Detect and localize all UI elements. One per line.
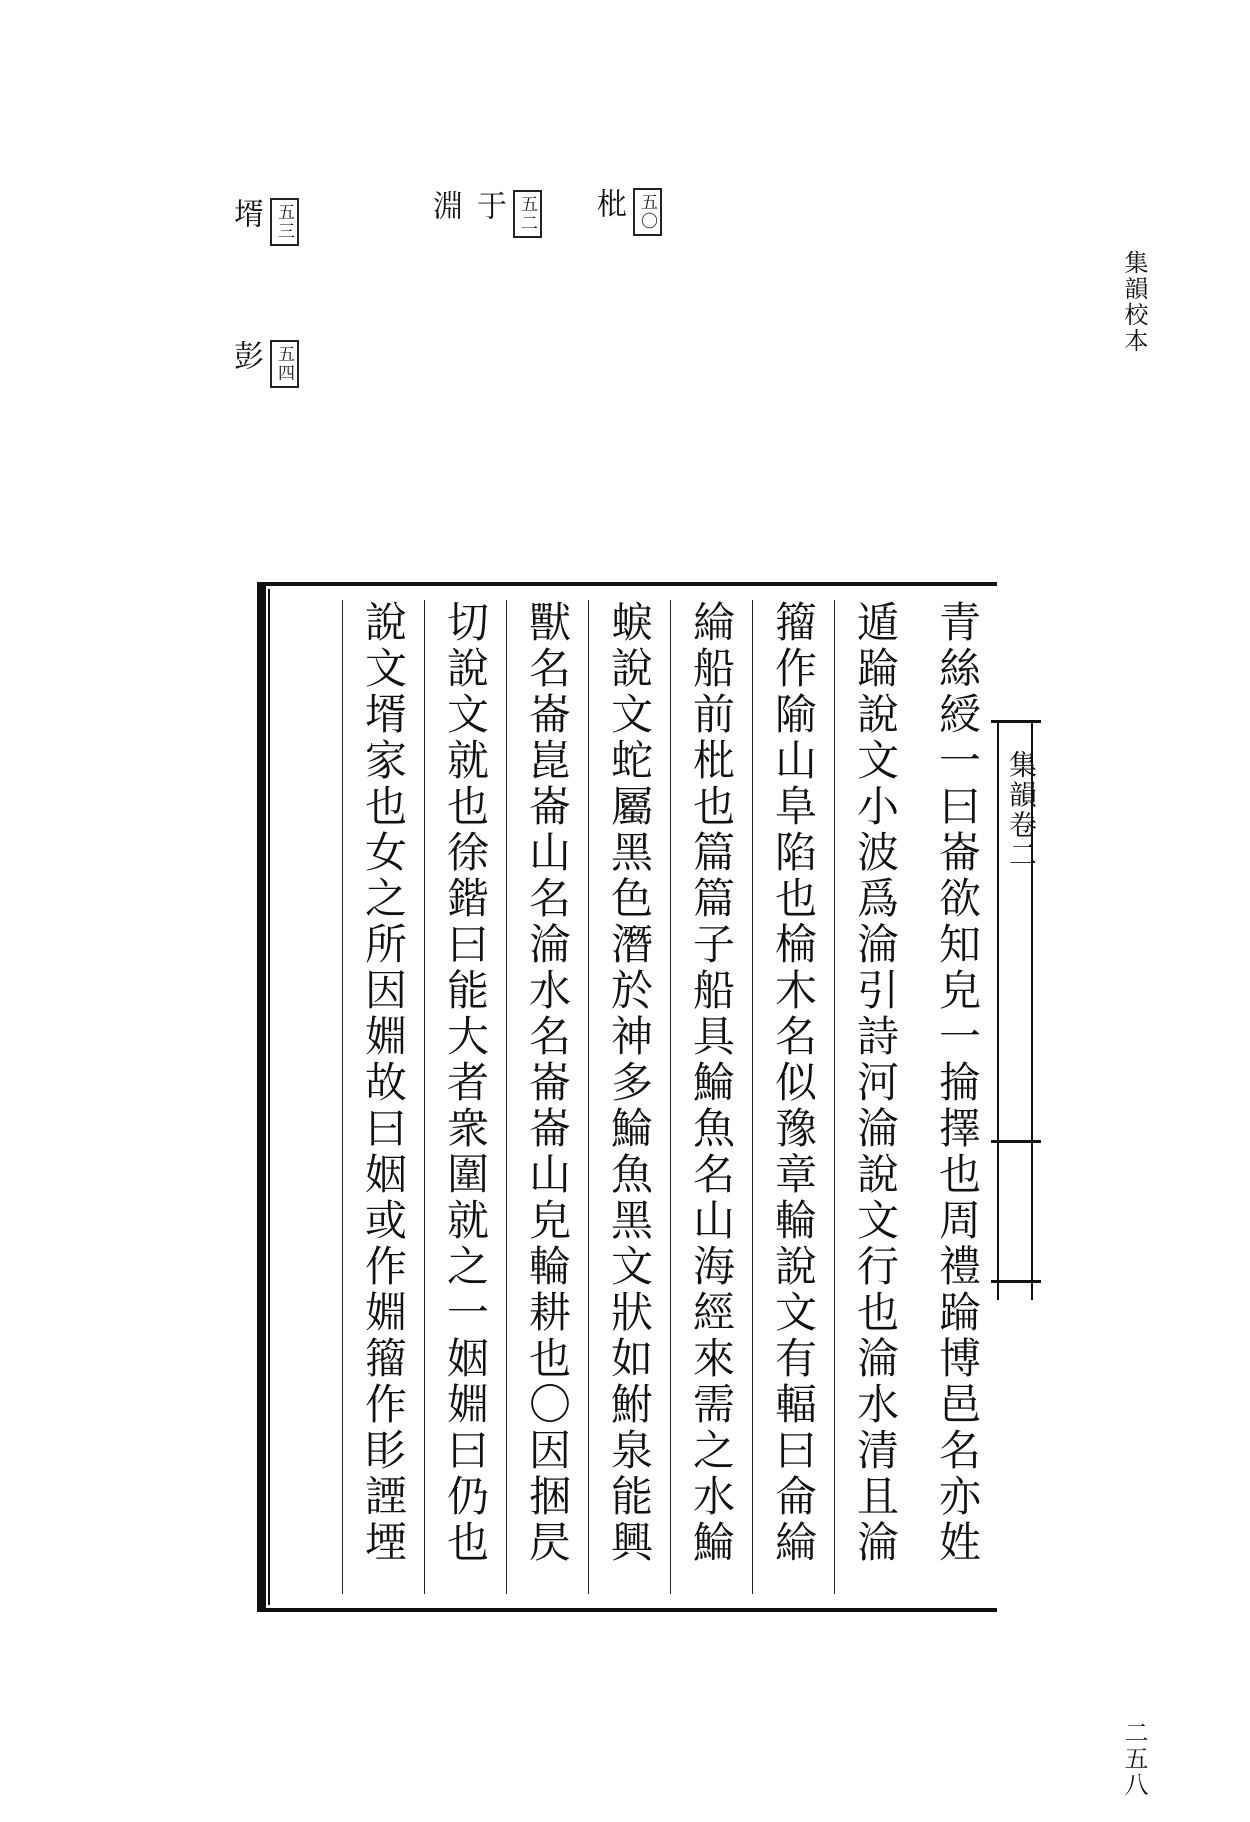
- note-char: 于: [471, 190, 506, 220]
- fold-mark: [991, 1280, 1041, 1283]
- text-column: 綸船前枇也篇篇子船具鯩魚名山海經來需之水鯩: [670, 600, 752, 1594]
- note-number: 五二: [513, 190, 542, 238]
- note-char: 壻: [228, 198, 263, 228]
- text-column: 蜧說文蛇屬黑色潛於神多鯩魚黑文狀如鮒泉能興: [588, 600, 670, 1594]
- collation-note: [586, 188, 665, 246]
- page-number: 二五八: [1120, 1720, 1148, 1798]
- text-column: 籀作隃山阜陷也棆木名似豫章輪說文有輻曰侖綸: [752, 600, 834, 1594]
- text-column: 說文壻家也女之所因婣故曰姻或作婣籀作䀐諲堙: [342, 600, 424, 1594]
- note-char: 淵: [427, 190, 462, 220]
- text-column: 青絲綬一曰崙欲知皃一掄擇也周禮踚博邑名亦姓: [933, 600, 982, 1566]
- fold-mark: [991, 1140, 1041, 1143]
- center-strip-title: 集韻卷二: [1005, 750, 1038, 870]
- text-column: 切說文就也徐鍇曰能大者衆圍就之一姻婣曰仍也: [424, 600, 506, 1594]
- note-number: 五〇: [633, 188, 662, 236]
- note-char: 枇: [591, 188, 626, 218]
- text-column: 獸名崙崑崙山名淪水名崙崙山皃輪耕也〇因捆昃: [506, 600, 588, 1594]
- note-number: 五四: [270, 340, 299, 388]
- printed-text-block: [257, 582, 997, 1612]
- collation-note: [223, 198, 302, 256]
- collation-note: [223, 340, 302, 398]
- center-fold-strip: [997, 720, 1038, 1300]
- fold-mark: [991, 720, 1041, 723]
- text-column: 遁踚說文小波爲淪引詩河淪說文行也淪水清且淪: [834, 600, 916, 1594]
- collation-note: [422, 190, 545, 248]
- note-number: 五三: [270, 198, 299, 246]
- note-char: 彭: [228, 340, 263, 370]
- running-head: 集韻校本: [1120, 250, 1148, 354]
